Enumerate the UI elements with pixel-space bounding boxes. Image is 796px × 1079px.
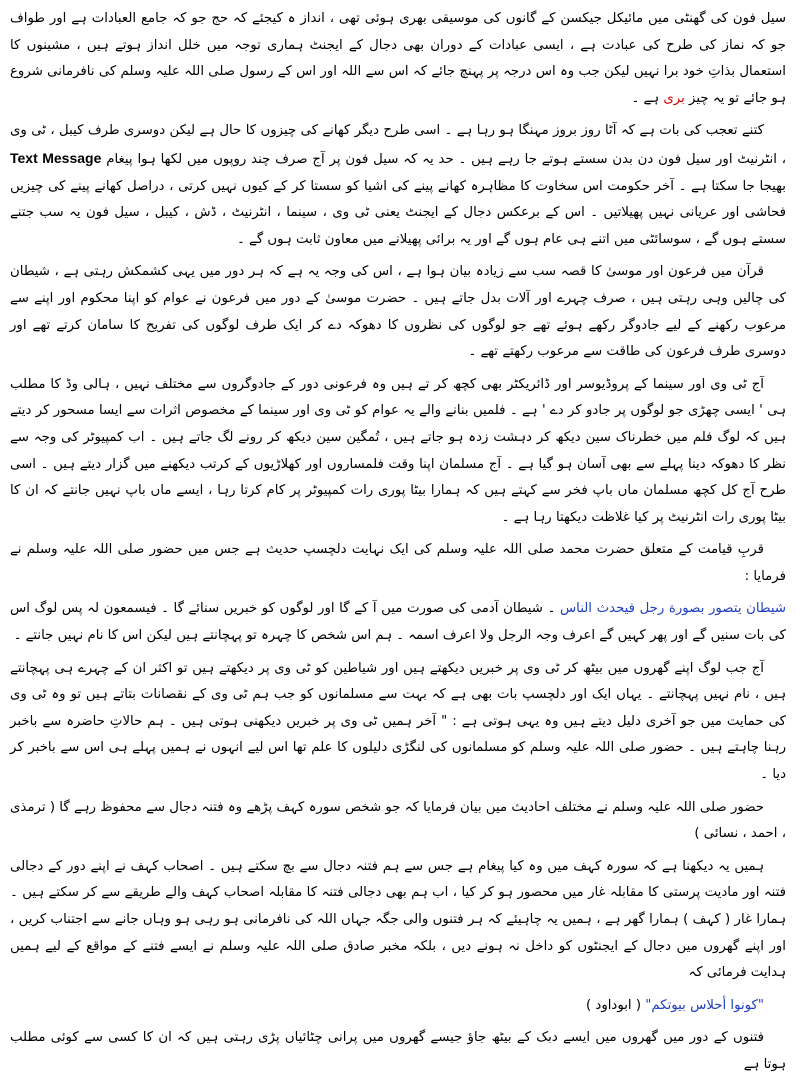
paragraph-2-text: کتنے تعجب کی بات ہے کہ آٹا روز بروز مہنگا ہو رہا ہے ۔ اسی طرح دیگر کھانے کی چیزوں کا حال ہے لیکن دوسری طرف کیبل ، ٹی وی ، انٹرنیٹ اور سیل فون دن بدن سستے ہوتے جا رہے ہیں ۔ حد یہ کہ سیل فون پر آج صرف چند روپوں میں لکھا ہوا پیغام <box>10 123 787 167</box>
highlighted-word: بری <box>663 90 685 106</box>
paragraph-2 <box>10 118 786 253</box>
paragraph-11: فتنوں کے دور میں گھروں میں ایسے دبک کے بیٹھ جاؤ جیسے گھروں میں پرانی چٹائیاں پڑی رہتی ہیں کہ ان کا کسی سے کوئی مطلب ہوتا ہے <box>10 1030 786 1072</box>
paragraph-9: ہمیں یہ دیکھنا ہے کہ سورہ کہف میں وہ کیا پیغام ہے جس سے ہم فتنہ دجال سے بچ سکتے ہیں ۔ اصحاب کہف نے اپنے دور کے دجالی فتنہ اور مادیت پرستی کا مقابلہ غار میں محصور ہو کر کیا ، اب ہم بھی دجالی فتنہ کا مقابلہ اصحاب کہف والے طریقے سے کر سکتے ہیں ۔ ہمارا غار ( کہف ) ہمارا گھر ہے ، ہمیں یہ چاہیئے کہ ہر فتنوں والی جگہ جہاں اللہ کی نافرمانی ہو رہی ہو وہاں جانے سے اجتناب کریں ، اور اپنے گھروں میں دجال کے ایجنٹوں کو داخل نہ ہونے دیں ، بلکہ مخبر صادق صلی اللہ علیہ وسلم نے ایسے فتنے کے مواقع کے لیے ہمیں ہدایت فرمائی کہ <box>10 858 786 981</box>
paragraph-6-text: ۔ شیطان آدمی کی صورت میں آ کے گا اور لوگوں کو خبریں سنائے گا ۔ فیسمعون لہ پس لوگ اس کی بات سنیں گے اور پھر کہیں گے اعرف وجہ الرجل ولا اعرف اسمہ ۔ ہم اس شخص کا چہرہ تو پہچانتے ہیں لیکن اس کا نام نہیں جانتے ۔ <box>10 601 786 644</box>
citation: ( ابوداود ) <box>585 997 642 1013</box>
paragraph-1-end: ہے ۔ <box>631 90 660 106</box>
paragraph-1 <box>10 6 786 112</box>
document-page <box>10 6 787 1072</box>
paragraph-3: قرآن میں فرعون اور موسیٰ کا قصہ سب سے زیادہ بیان ہوا ہے ، اس کی وجہ یہ ہے کہ ہر دور میں یہی کشمکش رہتی ہے ، شیطان کی چالیں وہی رہتی ہیں ، صرف چہرے اور آلات بدل جاتے ہیں ۔ حضرت موسیٰ کے دور میں فرعون نے عوام کو اپنا محکوم اور اپنے سے مرعوب رکھنے کے لیے جادوگر رکھے ہوئے تھے جو لوگوں کی نظروں کا دھوکہ دے کر ایک طرف لوگوں کی تفریح کا سامان کرتے تھے اور دوسری طرف فرعون کی طاقت سے مرعوب رکھتے تھے ۔ <box>10 264 786 360</box>
paragraph-5: قربِ قیامت کے متعلق حضرت محمد صلی اللہ علیہ وسلم کی ایک نہایت دلچسپ حدیث ہے جس میں حضور صلی اللہ علیہ وسلم نے فرمایا : <box>10 542 786 584</box>
paragraph-7: آج جب لوگ اپنے گھروں میں بیٹھ کر ٹی وی پر خبریں دیکھتے ہیں اور شیاطین کو ٹی وی پر دیکھتے ہیں تو اکثر ان کے چہرے ہی پہچانتے ہیں ، نام نہیں پہچانتے ۔ یہاں ایک اور دلچسپ بات بھی ہے کہ بہت سے مسلمانوں کو جب ہم ٹی وی کے نقصانات بتاتے ہیں تو وہ ٹی وی کی حمایت میں جو آخری دلیل دیتے ہیں وہ یہی ہوتی ہے : " آخر ہمیں ٹی وی پر خبریں دیکھنی ہوتی ہیں ۔ ہم حالاتِ حاضرہ سے باخبر رہنا چاہتے ہیں ۔ حضور صلی اللہ علیہ وسلم کو مسلمانوں کی لنگڑی دلیلوں کا علم تھا اس لیے انہوں نے ہمیں پہلے ہی اس سے باخبر کر دیا ۔ <box>10 660 786 783</box>
paragraph-4: آج ٹی وی اور سینما کے پروڈیوسر اور ڈائریکٹر بھی کچھ کر تے ہیں وہ فرعونی دور کے جادوگروں سے مختلف نہیں ، ہالی وڈ کا مطلب ہی ' ایسی چھڑی جو لوگوں پر جادو کر دے ' ہے ۔ فلمیں بنانے والے یہ عوام کو ٹی وی اور سینما کے مخصوص اثرات سے ایسا مسحور کر دیتے ہیں کہ لوگ فلم میں خطرناک سین دیکھ کر دہشت زدہ ہو جاتے ہیں ، تُمگین سین دیکھ کر رونے لگ جاتے ہیں ۔ اب کمپیوٹر کی وجہ سے نظر کا دھوکہ دینا پہلے سے بھی آسان ہو گیا ہے ۔ آج مسلمان اپنا وقت فلمساروں اور کھلاڑیوں کے کرتب دیکھنے میں گزار دیتے ہیں ۔ اسی طرح آج کل کچھ مسلمان ماں باپ فخر سے کہتے ہیں کہ ہمارا بیٹا پوری رات کمپیوٹر پر کام کرتا رہا ، ایسے ماں باپ نہیں جانتے کہ ان کا بیٹا پوری رات انٹرنیٹ پر کیا غلاظت دیکھتا رہا ہے ۔ <box>10 376 786 525</box>
paragraph-8: حضور صلی اللہ علیہ وسلم نے مختلف احادیث میں بیان فرمایا کہ جو شخص سورہ کہف پڑھے وہ فتنہ دجال سے محفوظ رہے گا ( ترمذی ، احمد ، نسائی ) <box>10 799 786 842</box>
paragraph-2-end: بھیجا جا سکتا ہے ۔ آخر حکومت اس سخاوت کا مظاہرہ کھانے پینے کی اشیا کو سستا کر کے کیوں نہیں کرتی ، دراصل کھانے پینے کی چیزیں فحاشی اور عریانی نہیں پھیلاتیں ۔ اس کے برعکس دجال کے ایجنٹ یعنی ٹی وی ، سینما ، انٹرنیٹ ، ڈش ، کیبل ، سیل فون یہ سب جتنے سستے ہوں گے ، سوسائٹی میں اتنے ہی عام ہوں گے اور یہ برائی پھیلانے میں معاون ثابت ہوں گے ۔ <box>10 178 786 247</box>
arabic-quote-2: "كونوا أحلاس بيوتكم" <box>645 997 764 1013</box>
paragraph-1-text: سیل فون کی گھنٹی میں مائیکل جیکسن کے گانوں کی موسیقی بھری ہوئی تھی ، انداز ہ کیجئے کہ حج جو کہ جامع العبادات ہے اور طواف جو کہ نماز کی طرح کی عبادت ہے ، ایسی عبادات کے دوران بھی دجال کے ایجنٹ ہماری توجہ میں خلل انداز ہوتے ہیں ، مشینوں کا استعمال بذاتِ خود برا نہیں لیکن جب وہ اس درجہ پر پہنچ جائے کہ اس سے اللہ اور اس کے رسول صلی اللہ علیہ وسلم کی نافرمانی شروع ہو جائے تو یہ چیز <box>10 11 786 106</box>
paragraph-6 <box>10 596 786 649</box>
paragraph-10 <box>10 993 786 1020</box>
arabic-quote: شيطان يتصور بصورة رجل فيحدث الناس <box>559 601 786 617</box>
english-phrase: Text Message <box>10 149 102 166</box>
